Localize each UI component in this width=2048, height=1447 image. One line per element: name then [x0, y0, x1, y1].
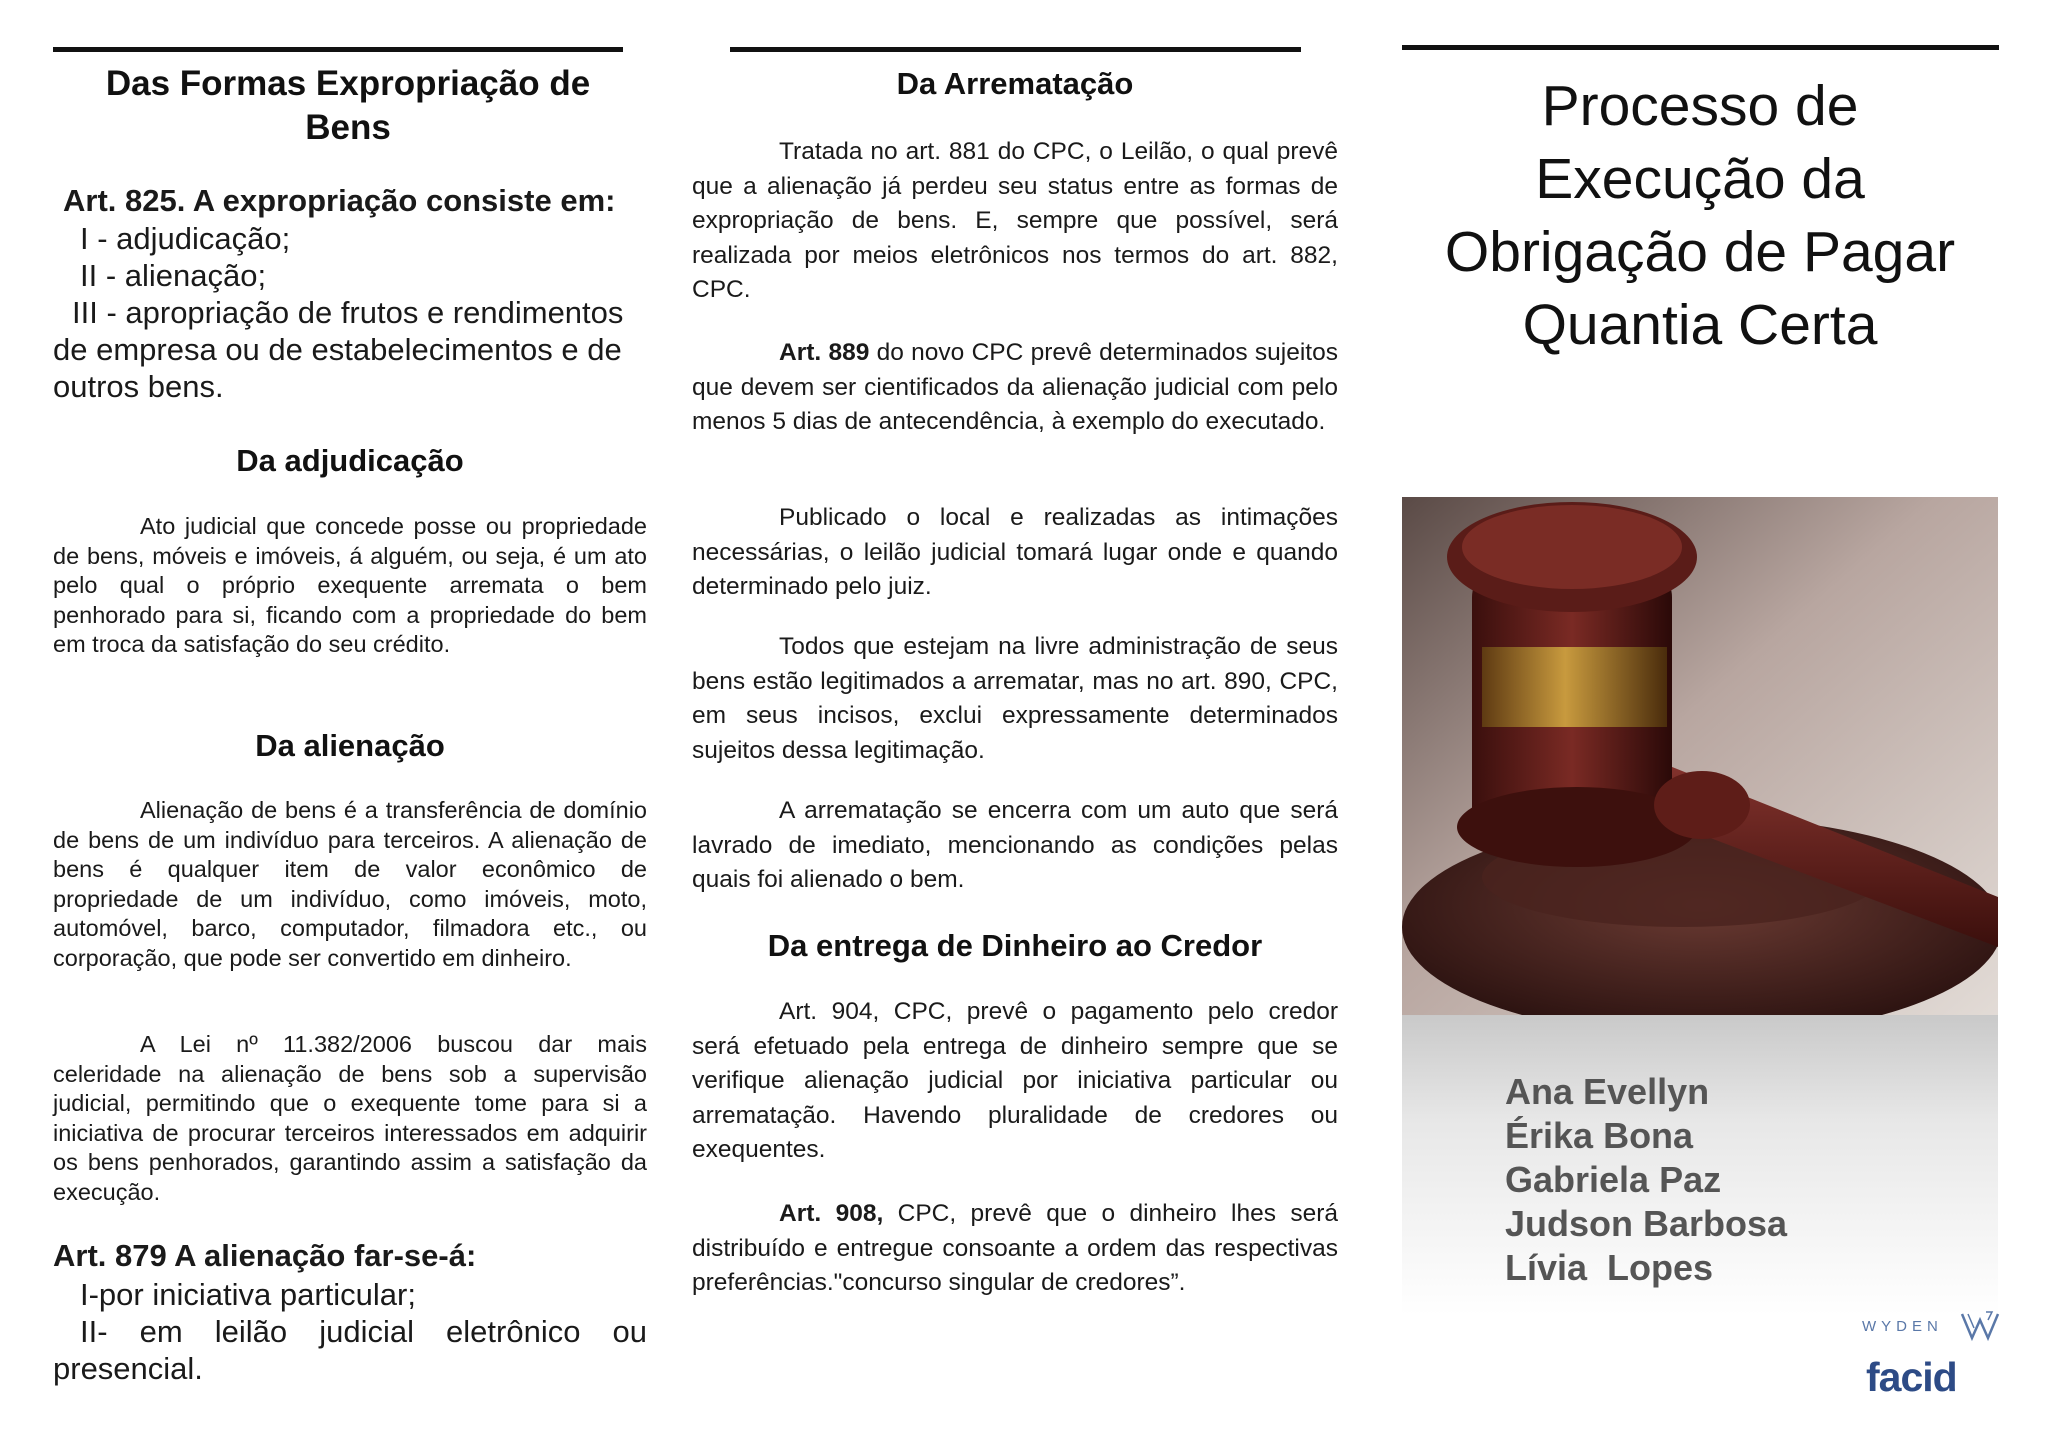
title-line: Processo de: [1541, 74, 1859, 138]
paragraph-art-904: Art. 904, CPC, prevê o pagamento pelo credor será efetuado pela entrega de dinheiro sempre que se verifique alienação judicial por iniciativa particular ou arrematação. Havendo pluralidade de credores ou exequentes.: [692, 998, 1338, 1163]
heading-entrega-dinheiro: Da entrega de Dinheiro ao Credor: [767, 928, 1263, 963]
paragraph-art-889: [692, 336, 1338, 440]
title-line: Quantia Certa: [1522, 293, 1878, 357]
paragraph-art-908: [692, 1197, 1338, 1301]
art-825-item: I - adjudicação;: [80, 221, 291, 256]
paragraph-alienacao-2: A Lei nº 11.382/2006 buscou dar mais celeridade na alienação de bens sob a supervisão judicial, permitindo que o exequente tome para si a iniciativa de procurar terceiros interessados em adquirir os bens penhorados, garantindo assim a satisfação da execução.: [53, 1031, 647, 1205]
heading-alienacao: Da alienação: [255, 728, 445, 763]
paragraph-arrematacao-4: Todos que estejam na livre administração de seus bens estão legitimados a arrematar, mas no art. 890, CPC, em seus incisos, exclui expressamente determinados sujeitos dessa legitimação.: [692, 633, 1338, 764]
title-line: Execução da: [1535, 147, 1865, 211]
wyden-w-icon: [1960, 1310, 2000, 1342]
author-name: Ana Evellyn: [1505, 1071, 1710, 1112]
paragraph-arrematacao-5: A arrematação se encerra com um auto que será lavrado de imediato, mencionando as condições pelas quais foi alienado o bem.: [692, 797, 1338, 893]
art-825-heading: Art. 825. A expropriação consiste em:: [63, 183, 616, 218]
art-825-item: III - apropriação de frutos e rendimentos: [72, 295, 624, 330]
document-title: [1392, 70, 2008, 362]
facid-wordmark: facid: [1866, 1354, 1957, 1400]
title-line: Obrigação de Pagar: [1444, 220, 1956, 284]
author-name: Judson Barbosa: [1505, 1203, 1788, 1244]
author-name: Gabriela Paz: [1505, 1159, 1722, 1200]
paragraph-alienacao-1: Alienação de bens é a transferência de domínio de bens de um indivíduo para terceiros. A alienação de bens é qualquer item de valor econômico de propriedade de um indivíduo, como imóveis, moto, automóvel, barco, computador, filmadora etc., ou corporação, que pode ser convertido em dinheiro.: [53, 797, 647, 971]
top-rule-col1: [53, 47, 623, 52]
paragraph-arrematacao-1: Tratada no art. 881 do CPC, o Leilão, o qual prevê que a alienação já perdeu seu status entre as formas de expropriação de bens. E, sempre que possível, será realizada por meios eletrônicos nos termos do art. 882, CPC.: [692, 138, 1338, 303]
art-908-label: Art. 908,: [779, 1200, 884, 1227]
wyden-wordmark: WYDEN: [1862, 1318, 1943, 1335]
heading-formas-expropriacao: Das Formas Expropriação de Bens: [105, 64, 591, 147]
heading-adjudicacao: Da adjudicação: [236, 443, 464, 478]
art-889-text: do novo CPC prevê determinados sujeitos que devem ser cientificados da alienação judicial com pelo menos 5 dias de antecendência, à exemplo do executado.: [692, 339, 1338, 435]
gavel-photo: [1402, 497, 1998, 1015]
art-908-text: CPC, prevê que o dinheiro lhes será distribuído e entregue consoante a ordem das respectivas preferências."concurso singular de credores”.: [692, 1200, 1339, 1296]
art-825-list: [53, 220, 653, 405]
art-879-list: [53, 1276, 647, 1387]
author-name: Lívia Lopes: [1505, 1247, 1714, 1288]
art-825-item: de empresa ou de estabelecimentos e de: [53, 332, 622, 367]
wyden-facid-logo: [1862, 1310, 2002, 1410]
heading-arrematacao: Da Arrematação: [896, 66, 1134, 101]
author-name: Érika Bona: [1505, 1115, 1694, 1156]
paragraph-arrematacao-3: Publicado o local e realizadas as intimações necessárias, o leilão judicial tomará lugar onde e quando determinado pelo juiz.: [692, 504, 1338, 600]
art-889-label: Art. 889: [779, 339, 870, 366]
top-rule-col2: [730, 47, 1301, 52]
art-879-heading: Art. 879 A alienação far-se-á:: [53, 1238, 477, 1273]
art-825-item: outros bens.: [53, 369, 224, 404]
art-879-item: I-por iniciativa particular;: [80, 1277, 416, 1312]
art-825-item: II - alienação;: [80, 258, 267, 293]
art-879-item: II- em leilão judicial eletrônico ou presencial.: [53, 1314, 647, 1386]
authors-list: [1505, 1070, 1787, 1290]
paragraph-adjudicacao: Ato judicial que concede posse ou propriedade de bens, móveis e imóveis, á alguém, ou seja, é um ato pelo qual o próprio exequente arremata o bem penhorado para si, ficando com a propriedade do bem em troca da satisfação do seu crédito.: [53, 513, 647, 657]
top-rule-col3: [1402, 45, 1999, 50]
